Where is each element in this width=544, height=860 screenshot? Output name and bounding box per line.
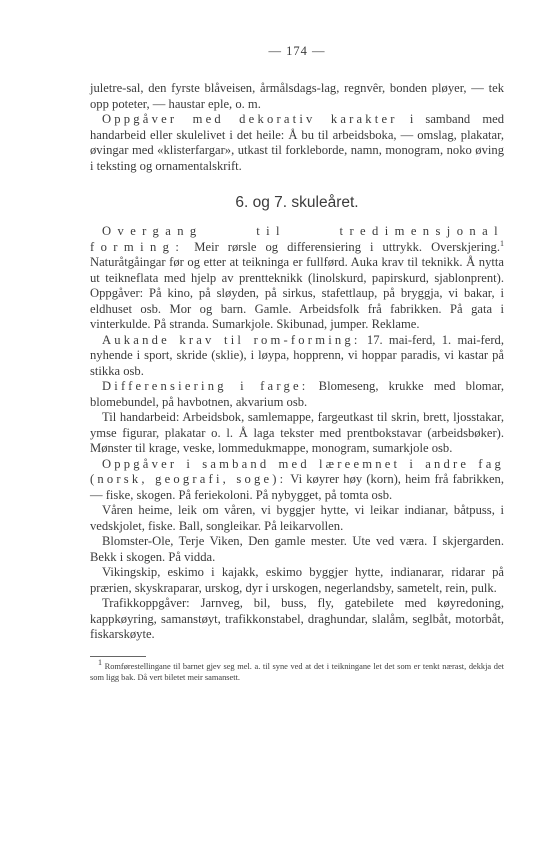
paragraph-spring: Våren heime, leik om våren, vi byggjer hytte, vi leikar indianar, båtpuss, i vedskjolet, fiske. Ball, songleikar. På leikarvollen. — [90, 503, 504, 533]
paragraph-other-subjects: Oppgåver i samband med læreemnet i andre fag (norsk, geografi, soge): Vi køyrer høy (korn), heim frå fabrikken, — fiske, skogen. På feriekoloni. På nybygget, på tomta osb. — [90, 456, 504, 502]
spaced-lead: Differensiering i farge: — [102, 379, 309, 393]
spaced-lead: Aukande krav til rom-forming: — [102, 332, 361, 347]
paragraph-decorative: Oppgåver med dekorativ karakter i samband med handarbeid eller skulelivet i det heile: Å bu til arbeidsboka, — omslag, plakatar, øvingar med «klisterfargar», utkast til forkleborde, namn, monogram, noko øving i teksting og ornamentalskrift. — [90, 112, 504, 173]
paragraph-color: Differensiering i farge: Blomeseng, krukke med blomar, blomebundel, på havbotnen, akvarium osb. — [90, 379, 504, 409]
footnote: $^1$ Romførestellingane til barnet gjev seg mel. a. til syne ved at det i teikningane let det som er tenkt nærast, dekkja det som ligg bak. Då vert biletet meir samansett. — [90, 657, 504, 682]
paragraph-vikings: Vikingskip, eskimo i kajakk, eskimo byggjer hytte, indianarar, ridarar på prærien, skyskraparar, urskog, dyr i urskogen, negerlandsby, sametelt, rein, pulk. — [90, 565, 504, 595]
paragraph-traffic: Trafikkoppgåver: Jarnveg, bil, buss, fly, gatebilete med køyredoning, kappkøyring, samanstøyt, trafikkonstabel, draghundar, slalåm, seglbåt, motorbåt, fiskarskøyte. — [90, 596, 504, 641]
paragraph-handwork: Til handarbeid: Arbeidsbok, samlemappe, fargeutkast til skrin, brett, ljosstakar, ymse figurar, plakatar o. l. Å laga tekster med prentbokstavar (arbeidsbøker). Mønster til krage, veske, lommedukmappe, monogram, sumarkjole osb. — [90, 410, 504, 455]
footnote-ref: 1 — [500, 238, 504, 248]
spaced-lead: Overgang til tredimensjonal forming: — [90, 224, 504, 254]
spaced-lead: Oppgåver i samband med læreemnet i andre fag (norsk, geografi, soge): — [90, 456, 504, 486]
section-heading: 6. og 7. skuleåret. — [235, 194, 359, 211]
page-number: — 174 — — [268, 44, 326, 58]
paragraph-space: Aukande krav til rom-forming: 17. mai-ferd, 1. mai-ferd, nyhende i sport, skride (sklie), i løypa, hopprenn, vi hoppar paradis, vi kastar på stikka osb. — [90, 332, 504, 378]
footnote-divider — [90, 656, 146, 657]
paragraph-stories: Blomster-Ole, Terje Viken, Den gamle mester. Ute ved væra. I skjergarden. Bekk i skogen. På vidda. — [90, 534, 504, 564]
footnote-marker: 1 — [98, 657, 102, 667]
spaced-lead: Oppgåver med dekorativ karakter — [102, 112, 398, 126]
paragraph-transition: Overgang til tredimensjonal forming: Meir rørsle og differensiering i uttrykk. Overskjering.$^1$ Naturåtgåingar før og etter at teikninga er fullførd. Auka krav til teknikk. Å nytta ut teikneflata med hjelp av prentteknikk (linolskurd, papirskurd, sjablonprent). Oppgåver: På kino, på sløyden, på sirkus, stafettlaup, på bryggja, vi bakar, i eldhuset osb. Mor og barn. Gamle. Arbeidsfolk frå fabrikken. På gata i vinterkulde. På stranda. Sumarkjole. Skibunad, jumper. Reklame. — [90, 224, 504, 331]
paragraph-continuation: juletre-sal, den fyrste blåveisen, årmålsdags-lag, regnvêr, bonden pløyer, — tek opp poteter, — haustar eple, o. m. — [90, 81, 504, 111]
